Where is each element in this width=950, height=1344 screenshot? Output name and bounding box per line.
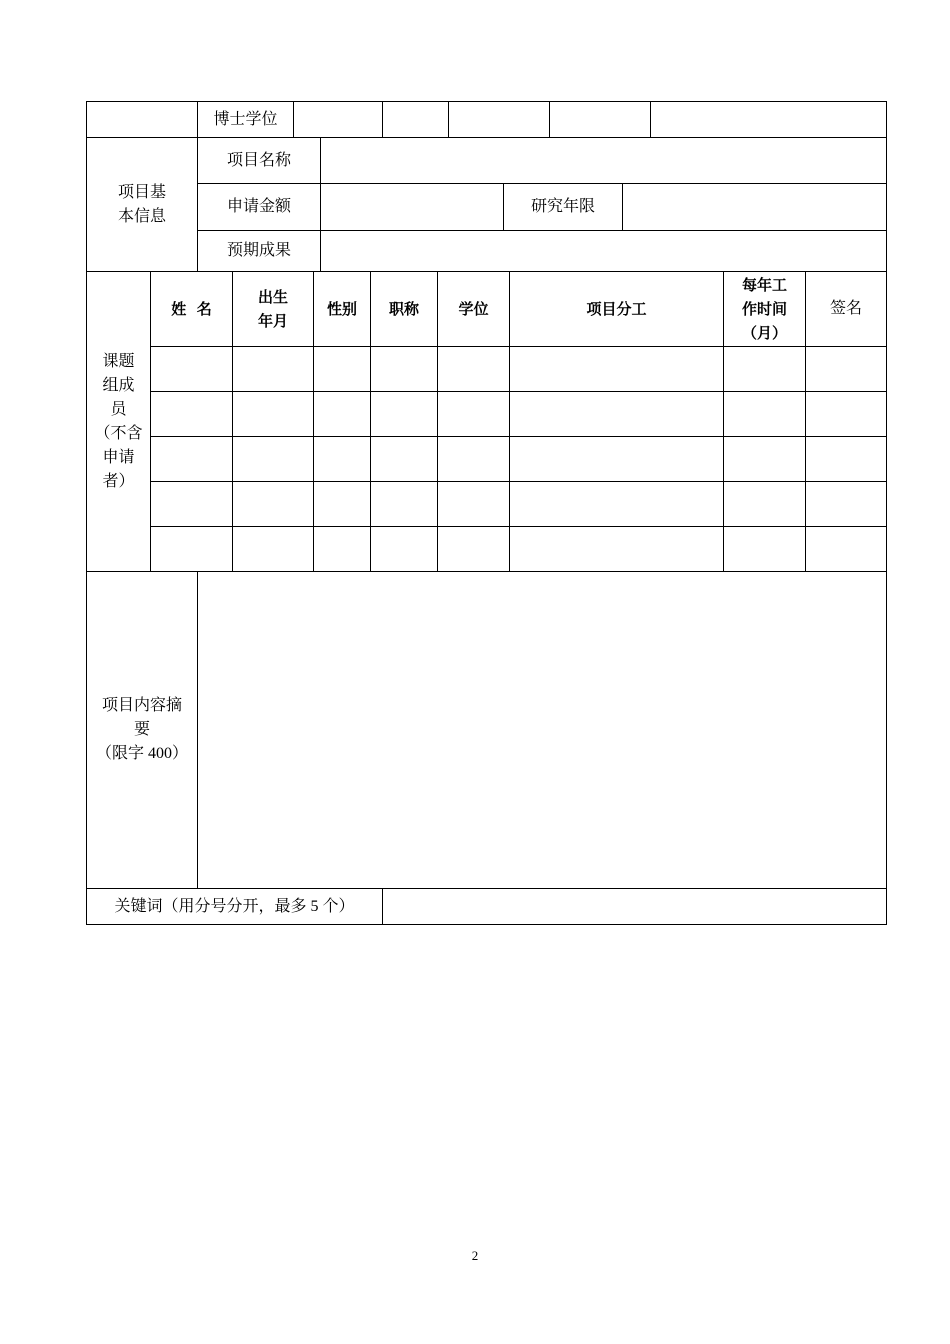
page-number: 2 [471,1248,479,1263]
keywords-label: 关键词（用分号分开，最多 5 个） [114,897,355,915]
header-work-time: 每年工 作时间 （月） [741,276,787,342]
duration-field[interactable] [623,184,886,230]
basic-info-section-label: 项目基 本信息 [117,183,166,225]
header-gender: 性别 [326,300,357,318]
amount-field[interactable] [321,184,503,230]
degree-field-2[interactable] [383,102,448,137]
abstract-field[interactable] [198,572,886,888]
abstract-label: 项目内容摘 要 （限字 400） [95,697,188,762]
degree-field-3[interactable] [449,102,549,137]
degree-field-4[interactable] [550,102,650,137]
degree-label: 博士学位 [213,110,278,128]
expected-result-label: 预期成果 [226,242,291,259]
keywords-field[interactable] [383,889,886,924]
header-title: 职称 [388,300,419,318]
header-birth: 出生 年月 [257,288,288,330]
header-name: 姓 名 [171,300,212,318]
members-section-label: 课题 组成 员 （不含 申请 者） [94,352,143,490]
expected-result-field[interactable] [321,231,886,271]
degree-field-1[interactable] [294,102,382,137]
project-name-field[interactable] [321,138,886,183]
header-degree: 学位 [458,300,489,318]
header-division: 项目分工 [586,300,647,318]
amount-label: 申请金额 [226,198,291,215]
header-signature: 签名 [829,300,862,317]
project-name-label: 项目名称 [226,151,291,169]
degree-field-5[interactable] [651,102,886,137]
duration-label: 研究年限 [530,198,595,215]
